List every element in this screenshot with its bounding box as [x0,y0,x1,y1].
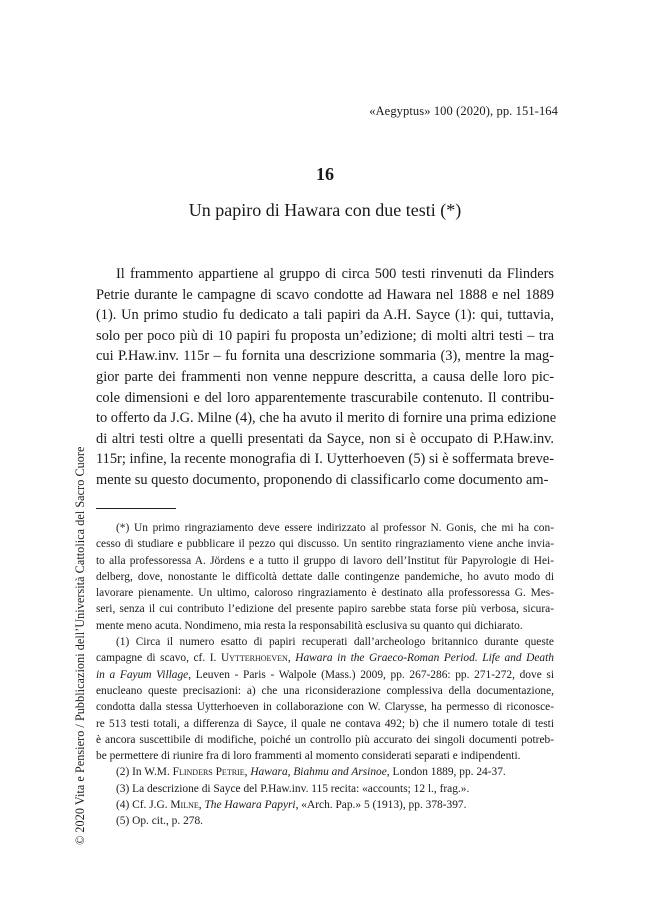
body-line: cole dimensioni e del loro apparentemente trascurabile contenuto. Il contribu- [96,389,554,406]
body-line: mente su questo documento, proponendo di classificarlo come documento am- [96,471,549,488]
footnote-3-line: (3) La descrizione di Sayce del P.Haw.inv. 115 recita: «accounts; 12 l., frag.». [116,782,470,795]
body-line: (1). Un primo studio fu dedicato a tali papiri da A.H. Sayce (1): qui, tuttavia, [96,307,554,324]
journal-title: The Hawara Papyri [204,799,296,812]
body-line: 115r; infine, la recente monografia di I. Uytterhoeven (5) si è soffermata breve- [96,451,554,468]
chapter-number: 16 [316,164,334,184]
body-line: Il frammento appartiene al gruppo di circa 500 testi rinvenuti da Flinders [116,266,554,282]
body-line: di altri testi oltre a quelli presentati da Sayce, non si è occupato di P.Haw.inv. [96,430,554,447]
footnote-1-line [96,650,554,666]
body-line: to offerto da J.G. Milne (4), che ha avuto il merito di fornire una prima edizione [96,410,557,427]
body-paragraph [96,264,557,491]
footnote-1-line: è ancora suscettibile di modifiche, poiché un controllo più accurato dei singoli documenti potreb- [96,733,554,746]
footnote-1-line: enucleano queste precisazioni: a) che una riconsiderazione complessiva della documentazione, [96,684,554,697]
footnote-star-line: lavorare pienamente. Un ultimo, caloroso ringraziamento è destinato alla professoressa G. Mes- [96,587,554,600]
book-title: Hawara, Biahmu and Arsinoe [250,766,387,779]
footnotes [96,520,554,830]
footnote-star-line: delberg, dove, nonostante le difficoltà dettate dalle contingenze pandemiche, ho avuto modo di [96,570,554,583]
footnote-text: , «Arch. Pap.» 5 (1913), pp. 378-397. [295,799,467,812]
author-name: Milne [170,799,199,812]
footnote-4-line [96,797,554,813]
footnote-text: , [198,799,205,812]
footnote-1-line: condotta dalla stessa Uytterhoeven in collaborazione con W. Clarysse, ha permesso di riconosce- [96,701,554,714]
footnote-1-line: be permettere di riunire fra di loro frammenti al momento considerati separati e indipendenti. [96,750,521,763]
book-title: Hawara in the Graeco-Roman Period. Life and Death [295,652,554,665]
footnote-1-line [96,667,554,683]
footnote-1-line: (1) Circa il numero esatto di papiri recuperati dall’archeologo britannico durante queste [116,636,554,649]
footnote-text: , [287,652,296,665]
footnote-2-line [96,764,554,780]
footnote-text: (4) Cf. J.G. [116,799,171,812]
footnote-star-line: seri, senza il cui contributo l’edizione del presente papiro sarebbe stata forse più verbosa, sicura- [96,603,554,616]
author-name: Flinders Petrie [172,766,245,779]
footnote-text: , London 1889, pp. 24-37. [386,766,506,779]
footnote-star-line: to alla professoressa A. Jördens e a tutto il gruppo di lavoro dell’Institut für Papyrologie di Hei- [96,554,554,567]
footnote-text: , Leuven - Paris - Walpole (Mass.) 2009, pp. 267-286: pp. 271-272, dove si [188,668,555,681]
running-head: «Aegyptus» 100 (2020), pp. 151-164 [369,104,558,118]
copyright-side-note: © 2020 Vita e Pensiero / Pubblicazioni dell’Università Cattolica del Sacro Cuore [73,446,87,845]
footnote-1-line: re 513 testi totali, a differenza di Sayce, il quale ne contava 492; b) che il numero totale di testi [96,717,554,730]
footnote-star-line: (*) Un primo ringraziamento deve essere indirizzato al professor N. Gonis, che mi ha con- [116,522,554,534]
body-line: Petrie durante le campagne di scavo condotte ad Hawara nel 1888 e nel 1889 [96,286,554,303]
footnote-rule [96,508,176,509]
footnote-text: (2) In W.M. [116,766,173,779]
body-line: cui P.Haw.inv. 115r – fu fornita una descrizione sommaria (3), mentre la mag- [96,348,554,365]
footnote-text: campagne di scavo, cf. I. [96,652,221,665]
footnote-star-line: cesso di studiare e pubblicare il pezzo qui discusso. Un sentito ringraziamento viene anche invia- [96,538,554,551]
book-title: in a Fayum Village [96,668,189,681]
author-name: Uytterhoeven [220,652,288,665]
body-line: solo per poco più di 10 papiri fu proposta un’edizione; di molti altri testi – tra [96,327,554,344]
body-line: gior parte dei frammenti non venne neppure descritta, a causa delle loro pic- [96,368,554,385]
article-title: Un papiro di Hawara con due testi (*) [188,200,462,220]
footnote-5-line: (5) Op. cit., p. 278. [116,815,203,828]
footnote-text: , [244,766,251,779]
footnote-star-line: mente meno acuta. Nondimeno, mia resta la responsabilità esclusiva su quanto qui dichiarato. [96,619,523,632]
